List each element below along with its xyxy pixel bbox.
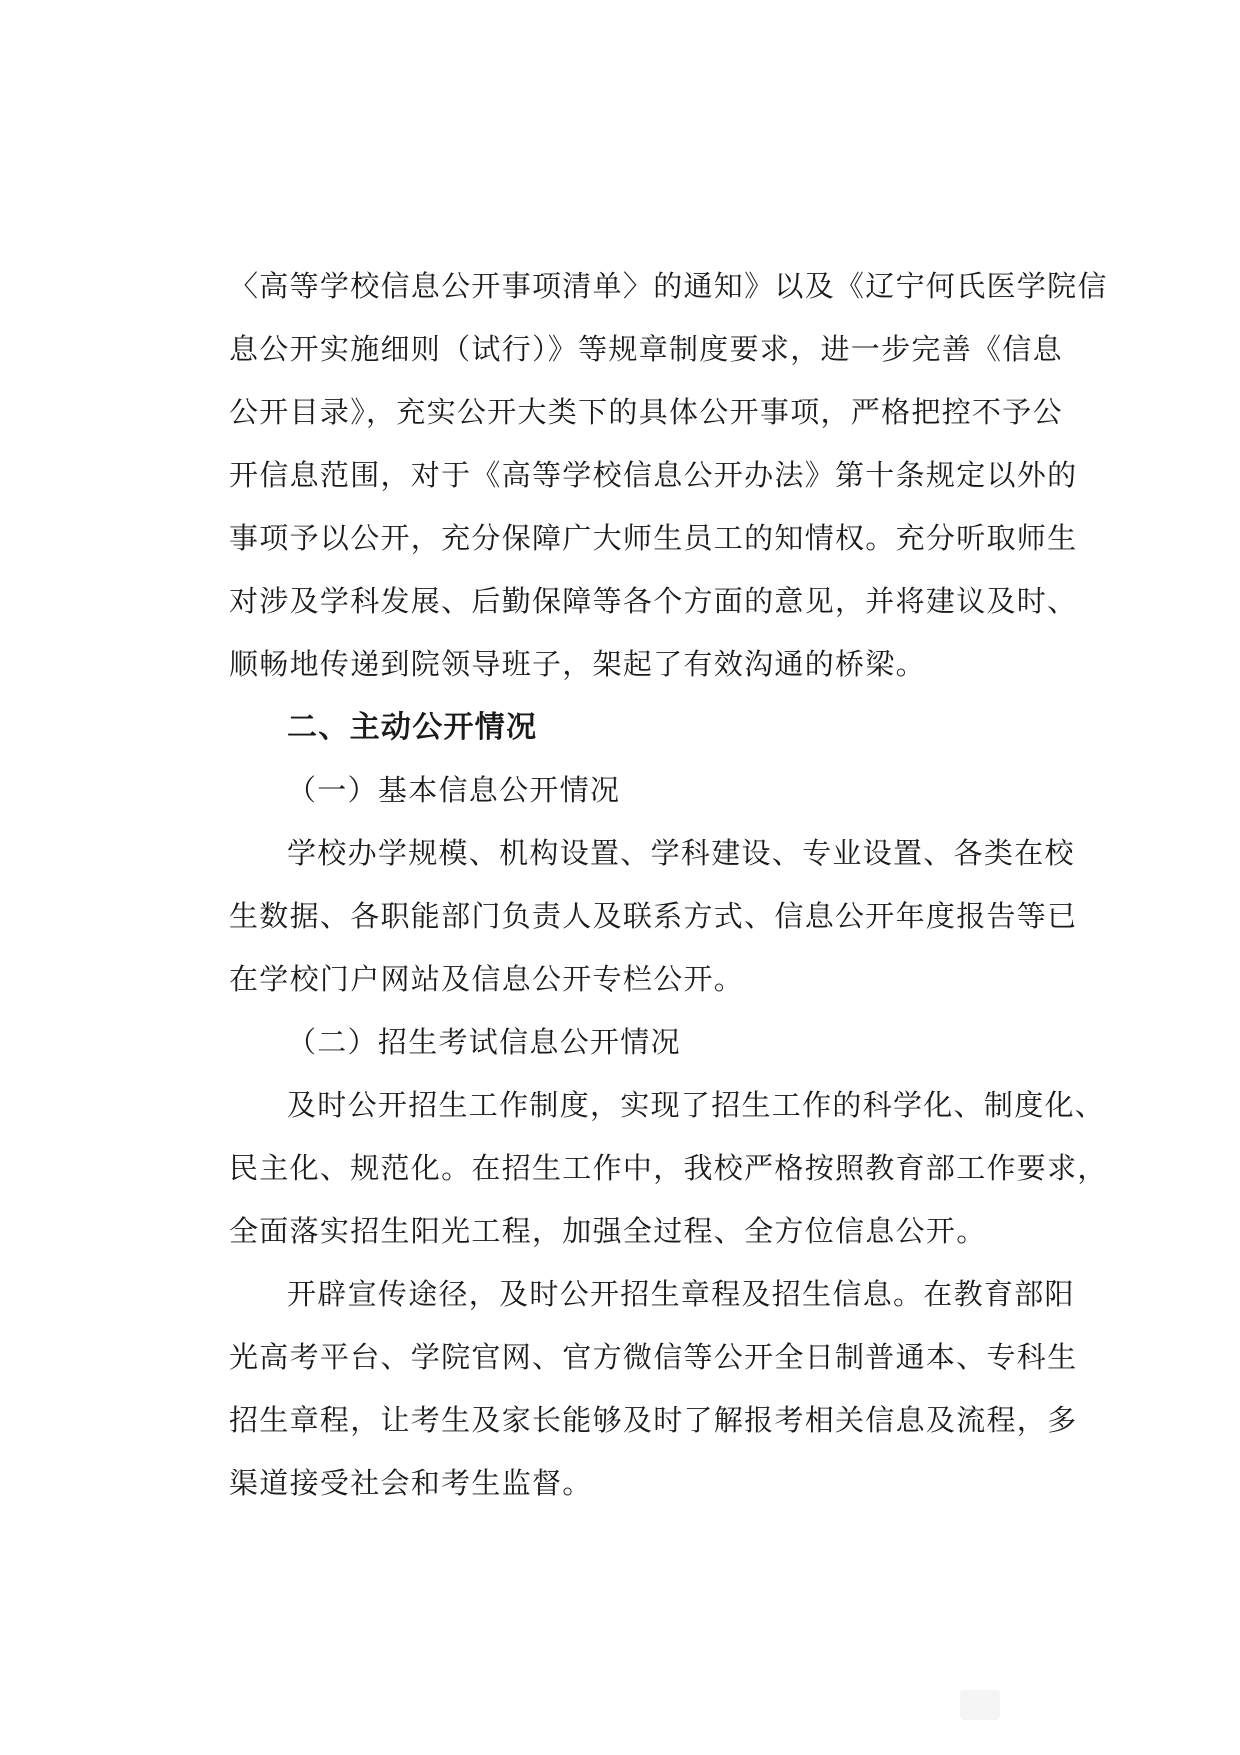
paragraph-line: 事项予以公开，充分保障广大师生员工的知情权。充分听取师生 [229, 521, 1078, 555]
scan-smudge [960, 1690, 1000, 1720]
paragraph-line: 息公开实施细则（试行）》等规章制度要求，进一步完善《信息 [229, 332, 1063, 366]
paragraph-admission-channels [229, 1263, 1078, 1515]
paragraph-line: 学校办学规模、机构设置、学科建设、专业设置、各类在校 [287, 836, 1075, 870]
paragraph-line: 光高考平台、学院官网、官方微信等公开全日制普通本、专科生 [229, 1340, 1078, 1374]
document-body [229, 255, 1108, 1515]
paragraph-line: 开信息范围，对于《高等学校信息公开办法》第十条规定以外的 [229, 458, 1078, 492]
paragraph-basic-info [229, 822, 1078, 1011]
paragraph-line: 渠道接受社会和考生监督。 [229, 1466, 593, 1500]
paragraph-line: 全面落实招生阳光工程，加强全过程、全方位信息公开。 [229, 1214, 987, 1248]
subsection-heading: （二）招生考试信息公开情况 [287, 1025, 681, 1059]
paragraph-line: 开辟宣传途径，及时公开招生章程及招生信息。在教育部阳 [287, 1277, 1075, 1311]
paragraph-disclosure-catalog [229, 255, 1108, 696]
subsection-heading: （一）基本信息公开情况 [287, 773, 621, 807]
section-heading: 二、主动公开情况 [287, 710, 538, 745]
paragraph-line: 顺畅地传递到院领导班子，架起了有效沟通的桥梁。 [229, 647, 926, 681]
paragraph-admission-system [229, 1074, 1108, 1263]
paragraph-line: 〈高等学校信息公开事项清单〉的通知》以及《辽宁何氏医学院信 [229, 269, 1108, 303]
paragraph-line: 公开目录》，充实公开大类下的具体公开事项，严格把控不予公 [229, 395, 1063, 429]
paragraph-line: 在学校门户网站及信息公开专栏公开。 [229, 962, 745, 996]
paragraph-line: 及时公开招生工作制度，实现了招生工作的科学化、制度化、 [287, 1088, 1106, 1122]
paragraph-line: 招生章程，让考生及家长能够及时了解报考相关信息及流程，多 [229, 1403, 1078, 1437]
paragraph-line: 民主化、规范化。在招生工作中，我校严格按照教育部工作要求， [229, 1151, 1108, 1185]
paragraph-line: 对涉及学科发展、后勤保障等各个方面的意见，并将建议及时、 [229, 584, 1078, 618]
paragraph-line: 生数据、各职能部门负责人及联系方式、信息公开年度报告等已 [229, 899, 1078, 933]
